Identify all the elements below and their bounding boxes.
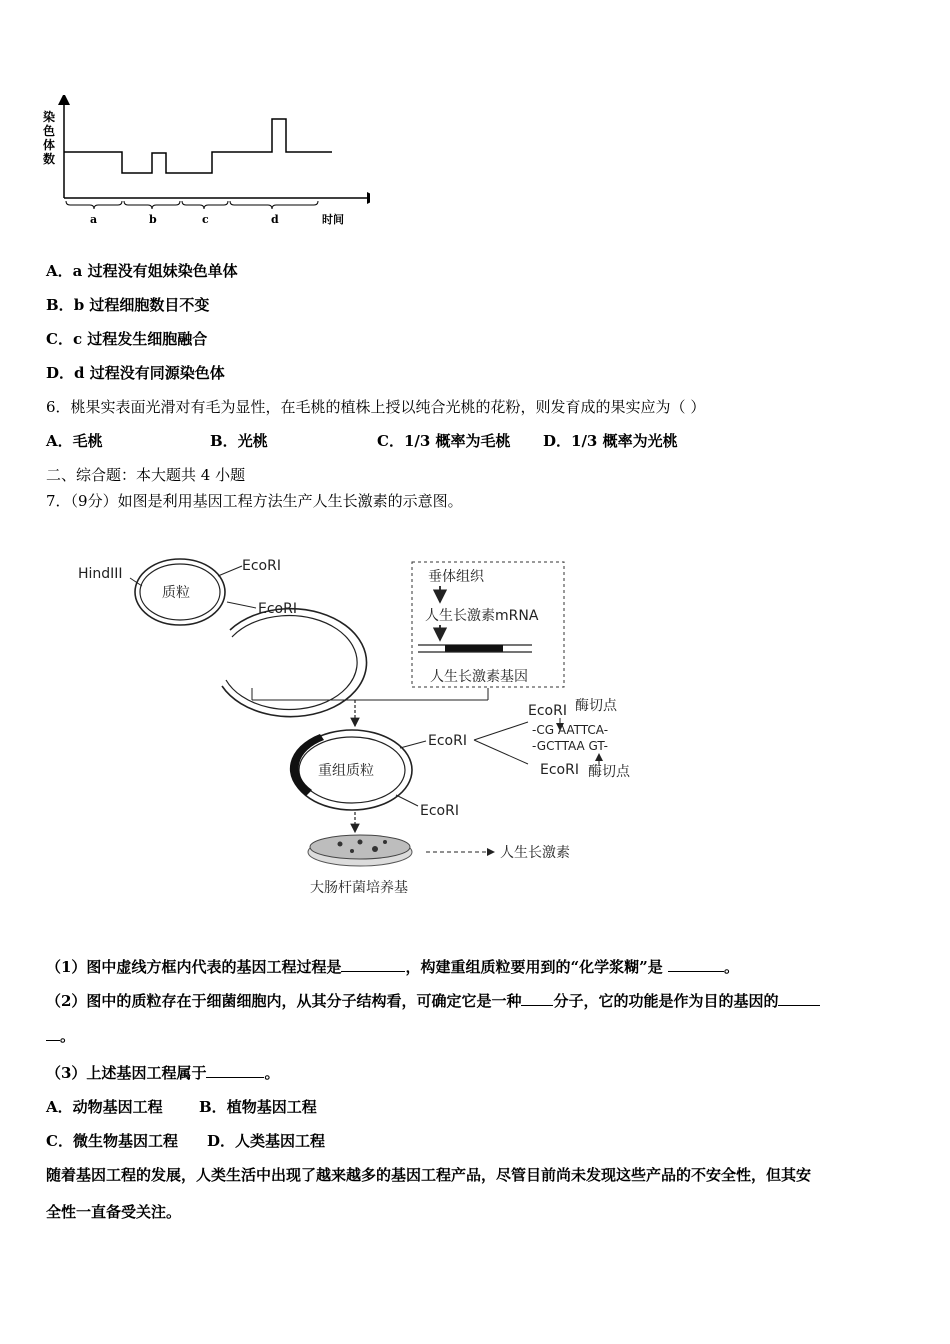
q5-option-c xyxy=(46,329,207,349)
q6-stem: 6．桃果实表面光滑对有毛为显性，在毛桃的植株上授以纯合光桃的花粉，则发育成的果实应为（ ） xyxy=(46,398,706,416)
part-3-end: 。 xyxy=(264,1064,280,1082)
segment-label-c: c xyxy=(202,213,209,226)
answer-blank-5[interactable] xyxy=(206,1063,264,1078)
q7-part-2-cont xyxy=(46,1026,75,1046)
option-text: 光桃 xyxy=(237,432,268,450)
q7-part-1 xyxy=(46,957,739,977)
part-1-text-a: （1）图中虚线方框内代表的基因工程过程是 xyxy=(46,958,342,976)
ecori-label-5: EcoRI xyxy=(528,703,567,719)
section-title: 二、综合题：本大题共 4 小题 xyxy=(46,466,246,484)
q5-option-a xyxy=(46,261,238,281)
option-text: 动物基因工程 xyxy=(72,1098,163,1116)
option-text: 毛桃 xyxy=(72,432,103,450)
ecori-pointer-3 xyxy=(400,741,426,748)
ecori-label-4: EcoRI xyxy=(420,803,459,819)
q7-option-d xyxy=(207,1131,325,1151)
part-1-text-c: 。 xyxy=(723,958,739,976)
segment-label-a: a xyxy=(90,213,98,226)
ecori-pointer-1 xyxy=(218,566,242,576)
mrna-label: 人生长激素mRNA xyxy=(425,608,539,624)
answer-blank-2[interactable] xyxy=(668,957,724,972)
option-key: C． xyxy=(377,432,404,450)
q6-option-a xyxy=(46,431,103,451)
part-2-text-b: 分子，它的功能是作为目的基因的 xyxy=(553,992,779,1010)
x-axis-label: 时间 xyxy=(322,213,344,226)
part-2-text-a: （2）图中的质粒存在于细菌细胞内，从其分子结构看，可确定它是一种 xyxy=(46,992,522,1010)
answer-blank-4-cont[interactable] xyxy=(46,1026,60,1041)
q6-option-b xyxy=(210,431,268,451)
chromosome-chart xyxy=(40,95,370,230)
cut-site-label-2: 酶切点 xyxy=(588,764,630,780)
detail-bracket-bottom xyxy=(474,740,528,764)
brace-c xyxy=(182,201,228,209)
option-text: 1/3 概率为光桃 xyxy=(571,432,678,450)
chromosome-line xyxy=(64,119,332,173)
paragraph-line-1: 随着基因工程的发展，人类生活中出现了越来越多的基因工程产品，尽管目前尚未发现这些产品的不安全性，但其安 xyxy=(46,1166,812,1184)
ecori-pointer-2 xyxy=(227,602,256,608)
q5-option-d xyxy=(46,363,225,383)
gene-label: 人生长激素基因 xyxy=(430,669,528,685)
option-key: B． xyxy=(210,432,238,450)
ecori-label-3: EcoRI xyxy=(428,733,467,749)
option-key: A． xyxy=(46,262,73,280)
bacteria-colony xyxy=(383,840,387,844)
brace-a xyxy=(66,201,122,209)
q6-option-c xyxy=(377,431,511,451)
ecori-label-2: EcoRI xyxy=(258,601,297,617)
brace-b xyxy=(124,201,180,209)
segment-label-d: d xyxy=(271,213,279,226)
bacteria-colony xyxy=(338,842,343,847)
cut-site-label-1: 酶切点 xyxy=(575,698,617,714)
ecori-label-6: EcoRI xyxy=(540,762,579,778)
option-key: D． xyxy=(207,1132,236,1150)
brace-d xyxy=(230,201,318,209)
q7-part-3 xyxy=(46,1063,279,1083)
q5-option-b xyxy=(46,295,209,315)
recombinant-label: 重组质粒 xyxy=(318,763,374,779)
option-text: a 过程没有姐妹染色单体 xyxy=(72,262,238,280)
option-text: 人类基因工程 xyxy=(235,1132,326,1150)
option-key: C． xyxy=(46,1132,73,1150)
option-text: b 过程细胞数目不变 xyxy=(73,296,210,314)
segment-label-b: b xyxy=(149,213,157,226)
answer-blank-4[interactable] xyxy=(778,991,820,1006)
sequence-top: -CG AATTCA- xyxy=(532,723,609,737)
option-text: 植物基因工程 xyxy=(226,1098,317,1116)
option-key: B． xyxy=(199,1098,227,1116)
answer-blank-1[interactable] xyxy=(341,957,405,972)
q7-option-b xyxy=(199,1097,317,1117)
detail-bracket-top xyxy=(474,722,528,740)
option-key: A． xyxy=(46,1098,73,1116)
ecori-label-1: EcoRI xyxy=(242,558,281,574)
paragraph-line-2: 全性一直备受关注。 xyxy=(46,1203,182,1221)
ecori-pointer-4 xyxy=(396,795,418,806)
genetic-engineering-diagram xyxy=(70,550,650,905)
q7-option-a xyxy=(46,1097,163,1117)
sequence-bottom: -GCTTAA GT- xyxy=(532,739,608,753)
option-key: D． xyxy=(46,364,75,382)
option-text: 微生物基因工程 xyxy=(72,1132,178,1150)
pituitary-label: 垂体组织 xyxy=(428,569,484,585)
opened-plasmid-inner xyxy=(226,616,357,710)
hormone-label: 人生长激素 xyxy=(500,845,570,861)
gene-block xyxy=(445,645,503,652)
option-text: c 过程发生细胞融合 xyxy=(72,330,208,348)
option-key: A． xyxy=(46,432,73,450)
bacteria-colony xyxy=(358,840,363,845)
option-key: C． xyxy=(46,330,73,348)
culture-dish-top xyxy=(310,835,410,859)
option-key: D． xyxy=(543,432,572,450)
answer-blank-3[interactable] xyxy=(521,991,553,1006)
q6-option-d xyxy=(543,431,678,451)
q7-part-2 xyxy=(46,991,820,1011)
q7-stem: 7．（9分）如图是利用基因工程方法生产人生长激素的示意图。 xyxy=(46,492,463,510)
y-axis-label: 染色体数 xyxy=(43,110,56,166)
q7-option-c xyxy=(46,1131,178,1151)
bacteria-colony xyxy=(372,846,378,852)
option-key: B． xyxy=(46,296,74,314)
bacteria-colony xyxy=(350,849,354,853)
plasmid-label: 质粒 xyxy=(162,585,190,601)
culture-label: 大肠杆菌培养基 xyxy=(310,880,408,896)
part-1-text-b: ，构建重组质粒要用到的“化学浆糊”是 xyxy=(405,958,663,976)
option-text: 1/3 概率为毛桃 xyxy=(403,432,511,450)
part-3-text: （3）上述基因工程属于 xyxy=(46,1064,207,1082)
part-2-text-c: 。 xyxy=(60,1027,76,1045)
hindiii-label: HindIII xyxy=(78,566,123,582)
option-text: d 过程没有同源染色体 xyxy=(74,364,225,382)
